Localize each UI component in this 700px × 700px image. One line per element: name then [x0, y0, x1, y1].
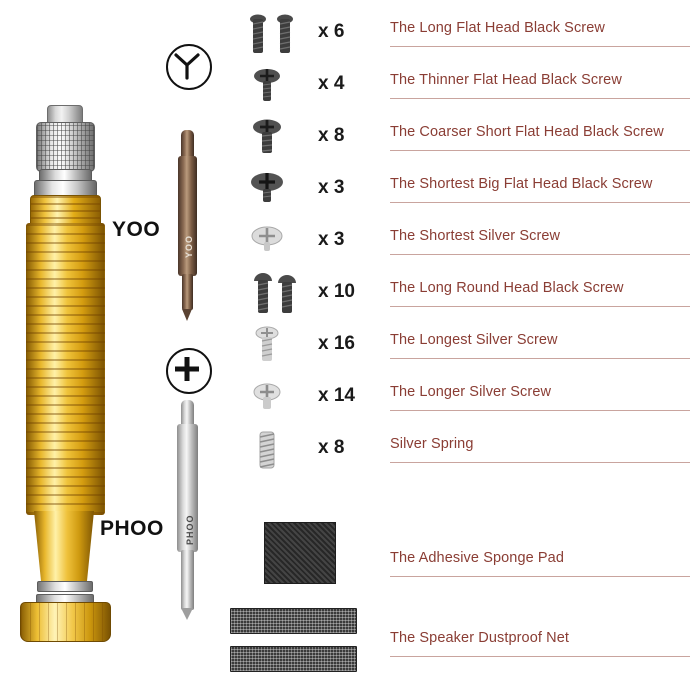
row-description: The Thinner Flat Head Black Screw	[390, 72, 622, 88]
row-underline	[390, 358, 690, 359]
phoo-bit-tip	[181, 608, 193, 620]
legend-row	[240, 428, 690, 472]
phoo-bit-engraving: PHOO	[185, 514, 195, 545]
legend-row	[240, 520, 690, 586]
phillips-plus-icon	[166, 348, 212, 394]
row-underline	[390, 254, 690, 255]
legend-row	[240, 272, 690, 316]
legend-row	[240, 220, 690, 264]
longer-silver-screw-icon	[240, 376, 318, 420]
row-quantity: x 3	[318, 229, 345, 250]
yoo-bit-tip	[182, 309, 192, 321]
handle-lower-band-upper	[37, 581, 93, 592]
screwdriver-handle	[12, 105, 117, 640]
phoo-bit-lower-shaft	[181, 550, 194, 610]
yoo-bit-lower-shaft	[182, 274, 193, 310]
row-underline	[390, 98, 690, 99]
legend-row	[240, 64, 690, 108]
legend-row	[240, 376, 690, 420]
tri-wing-y-icon	[166, 44, 212, 90]
row-quantity: x 4	[318, 73, 345, 94]
row-underline	[390, 202, 690, 203]
row-description: The Longer Silver Screw	[390, 384, 552, 400]
handle-grip-taper	[34, 511, 94, 583]
yoo-bit-body	[178, 156, 197, 276]
longest-silver-screw-icon	[240, 324, 318, 368]
adhesive-sponge-pad-icon	[264, 522, 336, 584]
row-description: The Long Flat Head Black Screw	[390, 20, 605, 36]
legend-row	[240, 12, 690, 56]
speaker-dustproof-net-icon	[230, 646, 357, 672]
row-quantity: x 6	[318, 21, 345, 42]
row-quantity: x 3	[318, 177, 345, 198]
row-quantity: x 14	[318, 385, 355, 406]
speaker-dustproof-net-icon	[230, 608, 357, 634]
shortest-big-flat-head-black-screw-icon	[240, 168, 318, 212]
row-underline	[390, 306, 690, 307]
handle-base-cap	[20, 602, 111, 642]
long-round-head-black-screw-icon	[240, 272, 318, 316]
legend-row	[240, 324, 690, 368]
handle-knurled-chuck	[36, 122, 95, 172]
legend-row	[240, 604, 690, 684]
coarser-short-flat-head-black-screw-icon	[240, 116, 318, 160]
thinner-flat-head-black-screw-icon	[240, 64, 318, 108]
row-description: The Shortest Big Flat Head Black Screw	[390, 176, 653, 192]
row-underline	[390, 410, 690, 411]
row-description: The Speaker Dustproof Net	[390, 630, 570, 646]
phoo-bit-upper-shaft	[181, 400, 194, 426]
row-description: The Coarser Short Flat Head Black Screw	[390, 124, 664, 140]
bit-label-phoo: PHOO	[100, 517, 164, 540]
row-underline	[390, 656, 690, 657]
bit-label-yoo: YOO	[112, 218, 161, 241]
row-description: The Adhesive Sponge Pad	[390, 550, 565, 566]
row-underline	[390, 462, 690, 463]
row-quantity: x 8	[318, 437, 345, 458]
row-underline	[390, 576, 690, 577]
row-description: The Long Round Head Black Screw	[390, 280, 624, 296]
handle-grip-body	[26, 223, 105, 515]
row-description: The Longest Silver Screw	[390, 332, 558, 348]
row-underline	[390, 150, 690, 151]
row-description: The Shortest Silver Screw	[390, 228, 561, 244]
legend-row	[240, 116, 690, 160]
shortest-silver-screw-icon	[240, 220, 318, 264]
row-quantity: x 8	[318, 125, 345, 146]
row-description: Silver Spring	[390, 436, 474, 452]
row-quantity: x 16	[318, 333, 355, 354]
silver-spring-icon	[240, 428, 318, 472]
row-quantity: x 10	[318, 281, 355, 302]
legend-row	[240, 168, 690, 212]
yoo-bit-upper-shaft	[181, 130, 194, 158]
row-underline	[390, 46, 690, 47]
yoo-bit-engraving: YOO	[184, 234, 194, 258]
long-flat-head-black-screw-icon	[240, 12, 318, 56]
